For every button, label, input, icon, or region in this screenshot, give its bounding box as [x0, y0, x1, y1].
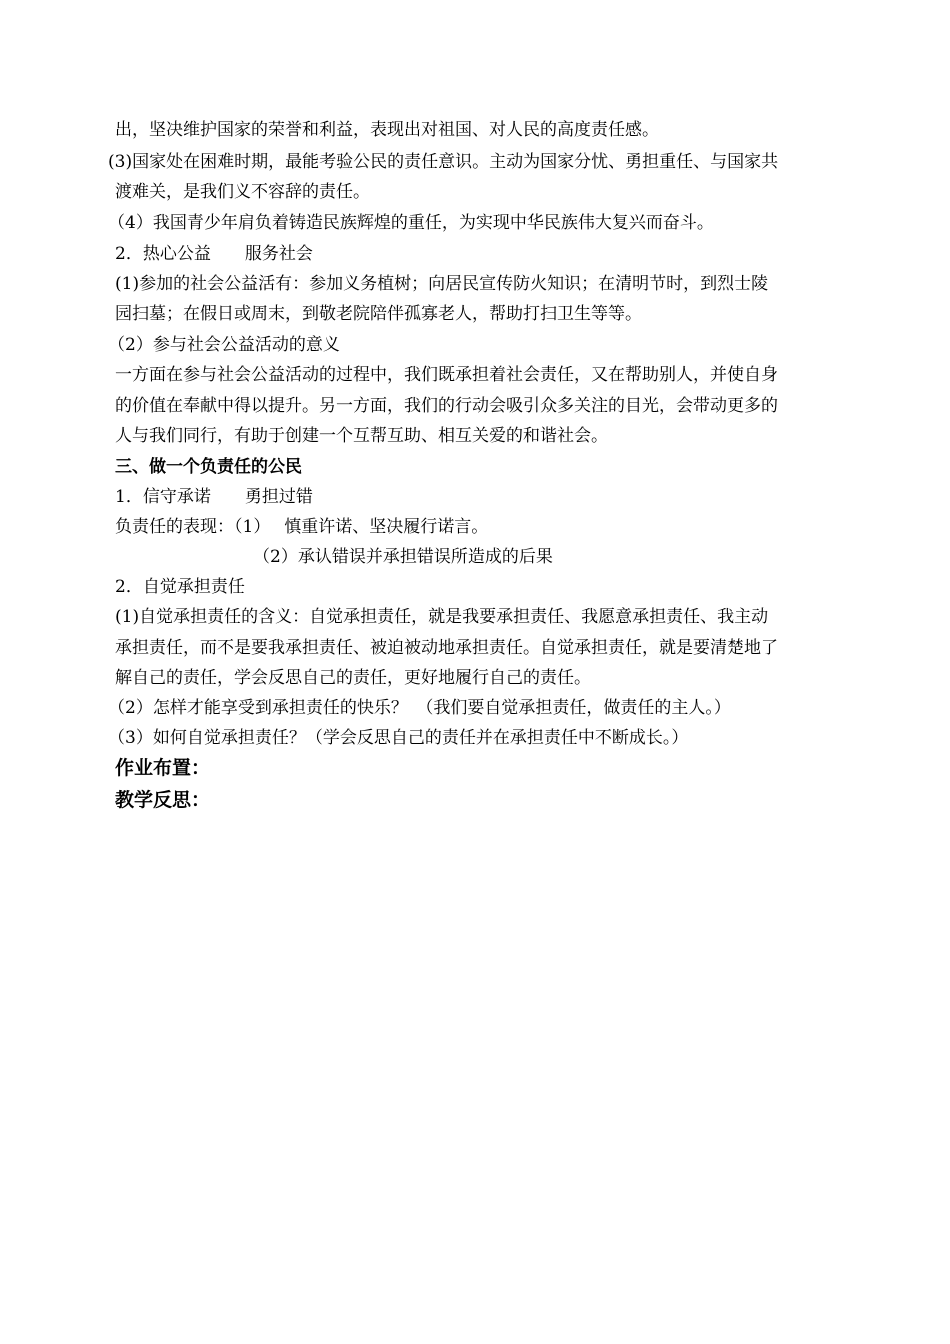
reflection-heading: 教学反思：: [115, 789, 211, 811]
text-line: 负责任的表现：（1） 慎重许诺、坚决履行诺言。: [115, 517, 489, 537]
text-line: （2）参与社会公益活动的意义: [108, 335, 340, 355]
text-line: （2）承认错误并承担错误所造成的后果: [253, 547, 553, 567]
text-line: 承担责任，而不是要我承担责任、被迫被动地承担责任。自觉承担责任，就是要清楚地了: [115, 638, 778, 658]
text-line: （4）我国青少年肩负着铸造民族辉煌的重任，为实现中华民族伟大复兴而奋斗。: [108, 213, 714, 233]
text-line: 出，坚决维护国家的荣誉和利益，表现出对祖国、对人民的高度责任感。: [115, 120, 659, 140]
text-line: 解自己的责任，学会反思自己的责任，更好地履行自己的责任。: [115, 668, 591, 688]
text-line: （3）如何自觉承担责任？（学会反思自己的责任并在承担责任中不断成长。）: [108, 728, 689, 748]
text-line: 一方面在参与社会公益活动的过程中，我们既承担着社会责任，又在帮助别人，并使自身: [115, 365, 778, 385]
text-line: (1)参加的社会公益活有：参加义务植树；向居民宣传防火知识；在清明节时，到烈士陵: [115, 274, 769, 294]
text-line: 的价值在奉献中得以提升。另一方面，我们的行动会吸引众多关注的目光，会带动更多的: [115, 396, 778, 416]
text-line: 园扫墓；在假日或周末，到敬老院陪伴孤寡老人，帮助打扫卫生等等。: [115, 304, 642, 324]
section-subheading: 2．自觉承担责任: [115, 577, 245, 597]
text-line: 渡难关，是我们义不容辞的责任。: [115, 182, 370, 202]
homework-heading: 作业布置：: [115, 757, 211, 779]
text-line: 人与我们同行，有助于创建一个互帮互助、相互关爱的和谐社会。: [115, 426, 608, 446]
text-line: （2）怎样才能享受到承担责任的快乐？ （我们要自觉承担责任，做责任的主人。）: [108, 698, 731, 718]
text-line: (1)自觉承担责任的含义：自觉承担责任，就是我要承担责任、我愿意承担责任、我主动: [115, 607, 769, 627]
text-line: (3)国家处在困难时期，最能考验公民的责任意识。主动为国家分忧、勇担重任、与国家共: [108, 152, 779, 172]
section-subheading: 1．信守承诺 勇担过错: [115, 487, 313, 507]
section-subheading: 2．热心公益 服务社会: [115, 244, 313, 264]
section-heading: 三、做一个负责任的公民: [115, 457, 302, 477]
